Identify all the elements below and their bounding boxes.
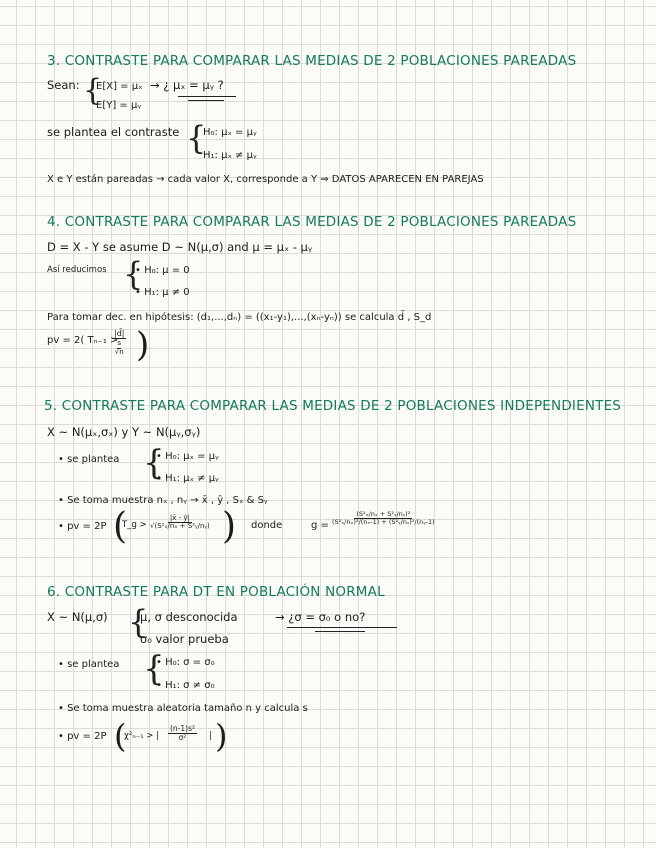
s3-question-underline [178,96,236,97]
s5-muestra: • Se toma muestra nₓ , nᵧ → x̄ , ȳ , Sₓ & Sᵧ [58,495,268,506]
s4-decision: Para tomar dec. en hipótesis: (d₁,...,dₙ) = ((x₁-y₁),...,(xₙ-yₙ)) se calcula d̄ , S_d [47,312,432,323]
section-3-title: 3. CONTRASTE PARA COMPARAR LAS MEDIAS DE 2 POBLACIONES PAREADAS [47,53,577,69]
s6-brace: { [128,603,149,641]
s5-line1: X ~ N(μₓ,σₓ) y Y ~ N(μᵧ,σᵧ) [47,425,201,439]
s5-pv-fraction [148,515,212,531]
s3-question-underline-2 [188,100,224,101]
s6-pv-open-paren: ( [114,717,127,755]
s4-pv-close-paren: ) [136,325,150,365]
s5-pv-inner: T_g > [122,520,147,530]
s6-pv-inner: χ²ₙ₋₁ > | [124,731,159,741]
s5-pv-denominator: √(S²ₓ/nₓ + S²ᵧ/nᵧ) [150,522,210,531]
s5-pv-open-paren: ( [113,506,128,547]
s4-pv-den-den: √n [114,347,124,356]
s6-pv-fraction [168,725,197,742]
s6-h1: • H₁: σ ≠ σ₀ [156,680,215,691]
s5-g-numerator: (S²ₓ/nₓ + S²ᵧ/nᵧ)² [356,510,411,518]
s6-line1a: X ~ N(μ,σ) [47,610,108,624]
s6-h0: • H₀: σ = σ₀ [156,657,215,668]
s4-h-brace: { [123,255,144,293]
s4-pv-den-num: s [117,339,122,348]
s6-pv-close-paren: ) [215,717,228,755]
s5-plantea: • se plantea [58,454,120,465]
s3-question: → ¿ μₓ = μᵧ ? [150,78,224,92]
s6-pv-numerator: (n-1)s² [170,724,195,733]
s6-pv-prefix: • pv = 2P [58,731,107,742]
s4-h1: • H₁: μ ≠ 0 [135,287,190,298]
s4-pv-numerator: |d̄| [114,329,125,338]
s6-h-brace: { [143,649,165,689]
s5-h-brace: { [143,443,165,483]
s6-line2: σ₀ valor prueba [140,632,229,646]
s3-sean-label: Sean: [47,78,80,92]
s4-pv-prefix: pv = 2( Tₙ₋₁ > [47,335,119,346]
section-5-title: 5. CONTRASTE PARA COMPARAR LAS MEDIAS DE 2 POBLACIONES INDEPENDIENTES [44,398,622,414]
section-6-title: 6. CONTRASTE PARA DT EN POBLACIÓN NORMAL [47,584,385,600]
s5-pv-numerator: |x̄ - ȳ| [169,514,190,522]
s6-question-underline [287,627,397,628]
s3-note: X e Y están pareadas → cada valor X, corresponde a Y ⇒ DATOS APARECEN EN PAREJAS [47,174,484,185]
s5-pv-prefix: • pv = 2P [58,521,107,532]
s3-h1: H₁: μₓ ≠ μᵧ [203,150,257,161]
s4-pv-denominator [113,339,126,356]
s6-muestra: • Se toma muestra aleatoria tamaño n y calcula s [58,703,308,714]
s4-reduce: Así reducimos [47,265,107,275]
s5-g-prefix: g = [311,520,329,531]
s6-pv-suffix: | [209,731,212,741]
s3-ex: E[X] = μₓ [96,81,143,92]
s4-h0: • H₀: μ = 0 [135,265,190,276]
s6-line1c: → ¿σ = σ₀ o no? [275,610,366,624]
s3-h-brace: { [186,119,207,157]
s3-plantea: se plantea el contraste [47,125,180,139]
s5-g-denominator: (S²ₓ/nₓ)²/(nₓ-1) + (S²ᵧ/nᵧ)²/(nᵧ-1) [332,517,435,526]
s5-g-fraction [330,511,437,526]
s3-ey: E[Y] = μᵧ [96,100,142,111]
s6-plantea: • se plantea [58,659,120,670]
s3-h0: H₀: μₓ = μᵧ [203,127,257,138]
s6-question-underline-2 [315,631,365,632]
s4-line1: D = X - Y se asume D ~ N(μ,σ) and μ = μₓ - μᵧ [47,240,313,254]
s5-pv-close-paren: ) [222,506,237,547]
s5-h0: • H₀: μₓ = μᵧ [156,451,219,462]
s6-line1b: μ, σ desconocida [140,610,238,624]
section-4-title: 4. CONTRASTE PARA COMPARAR LAS MEDIAS DE 2 POBLACIONES PAREADAS [47,214,577,230]
s4-pv-fraction [112,330,126,356]
s6-pv-denominator: σ² [178,732,187,742]
s5-donde: donde [251,520,283,531]
s3-sean-brace: { [83,73,103,108]
s5-h1: • H₁: μₓ ≠ μᵧ [156,473,219,484]
